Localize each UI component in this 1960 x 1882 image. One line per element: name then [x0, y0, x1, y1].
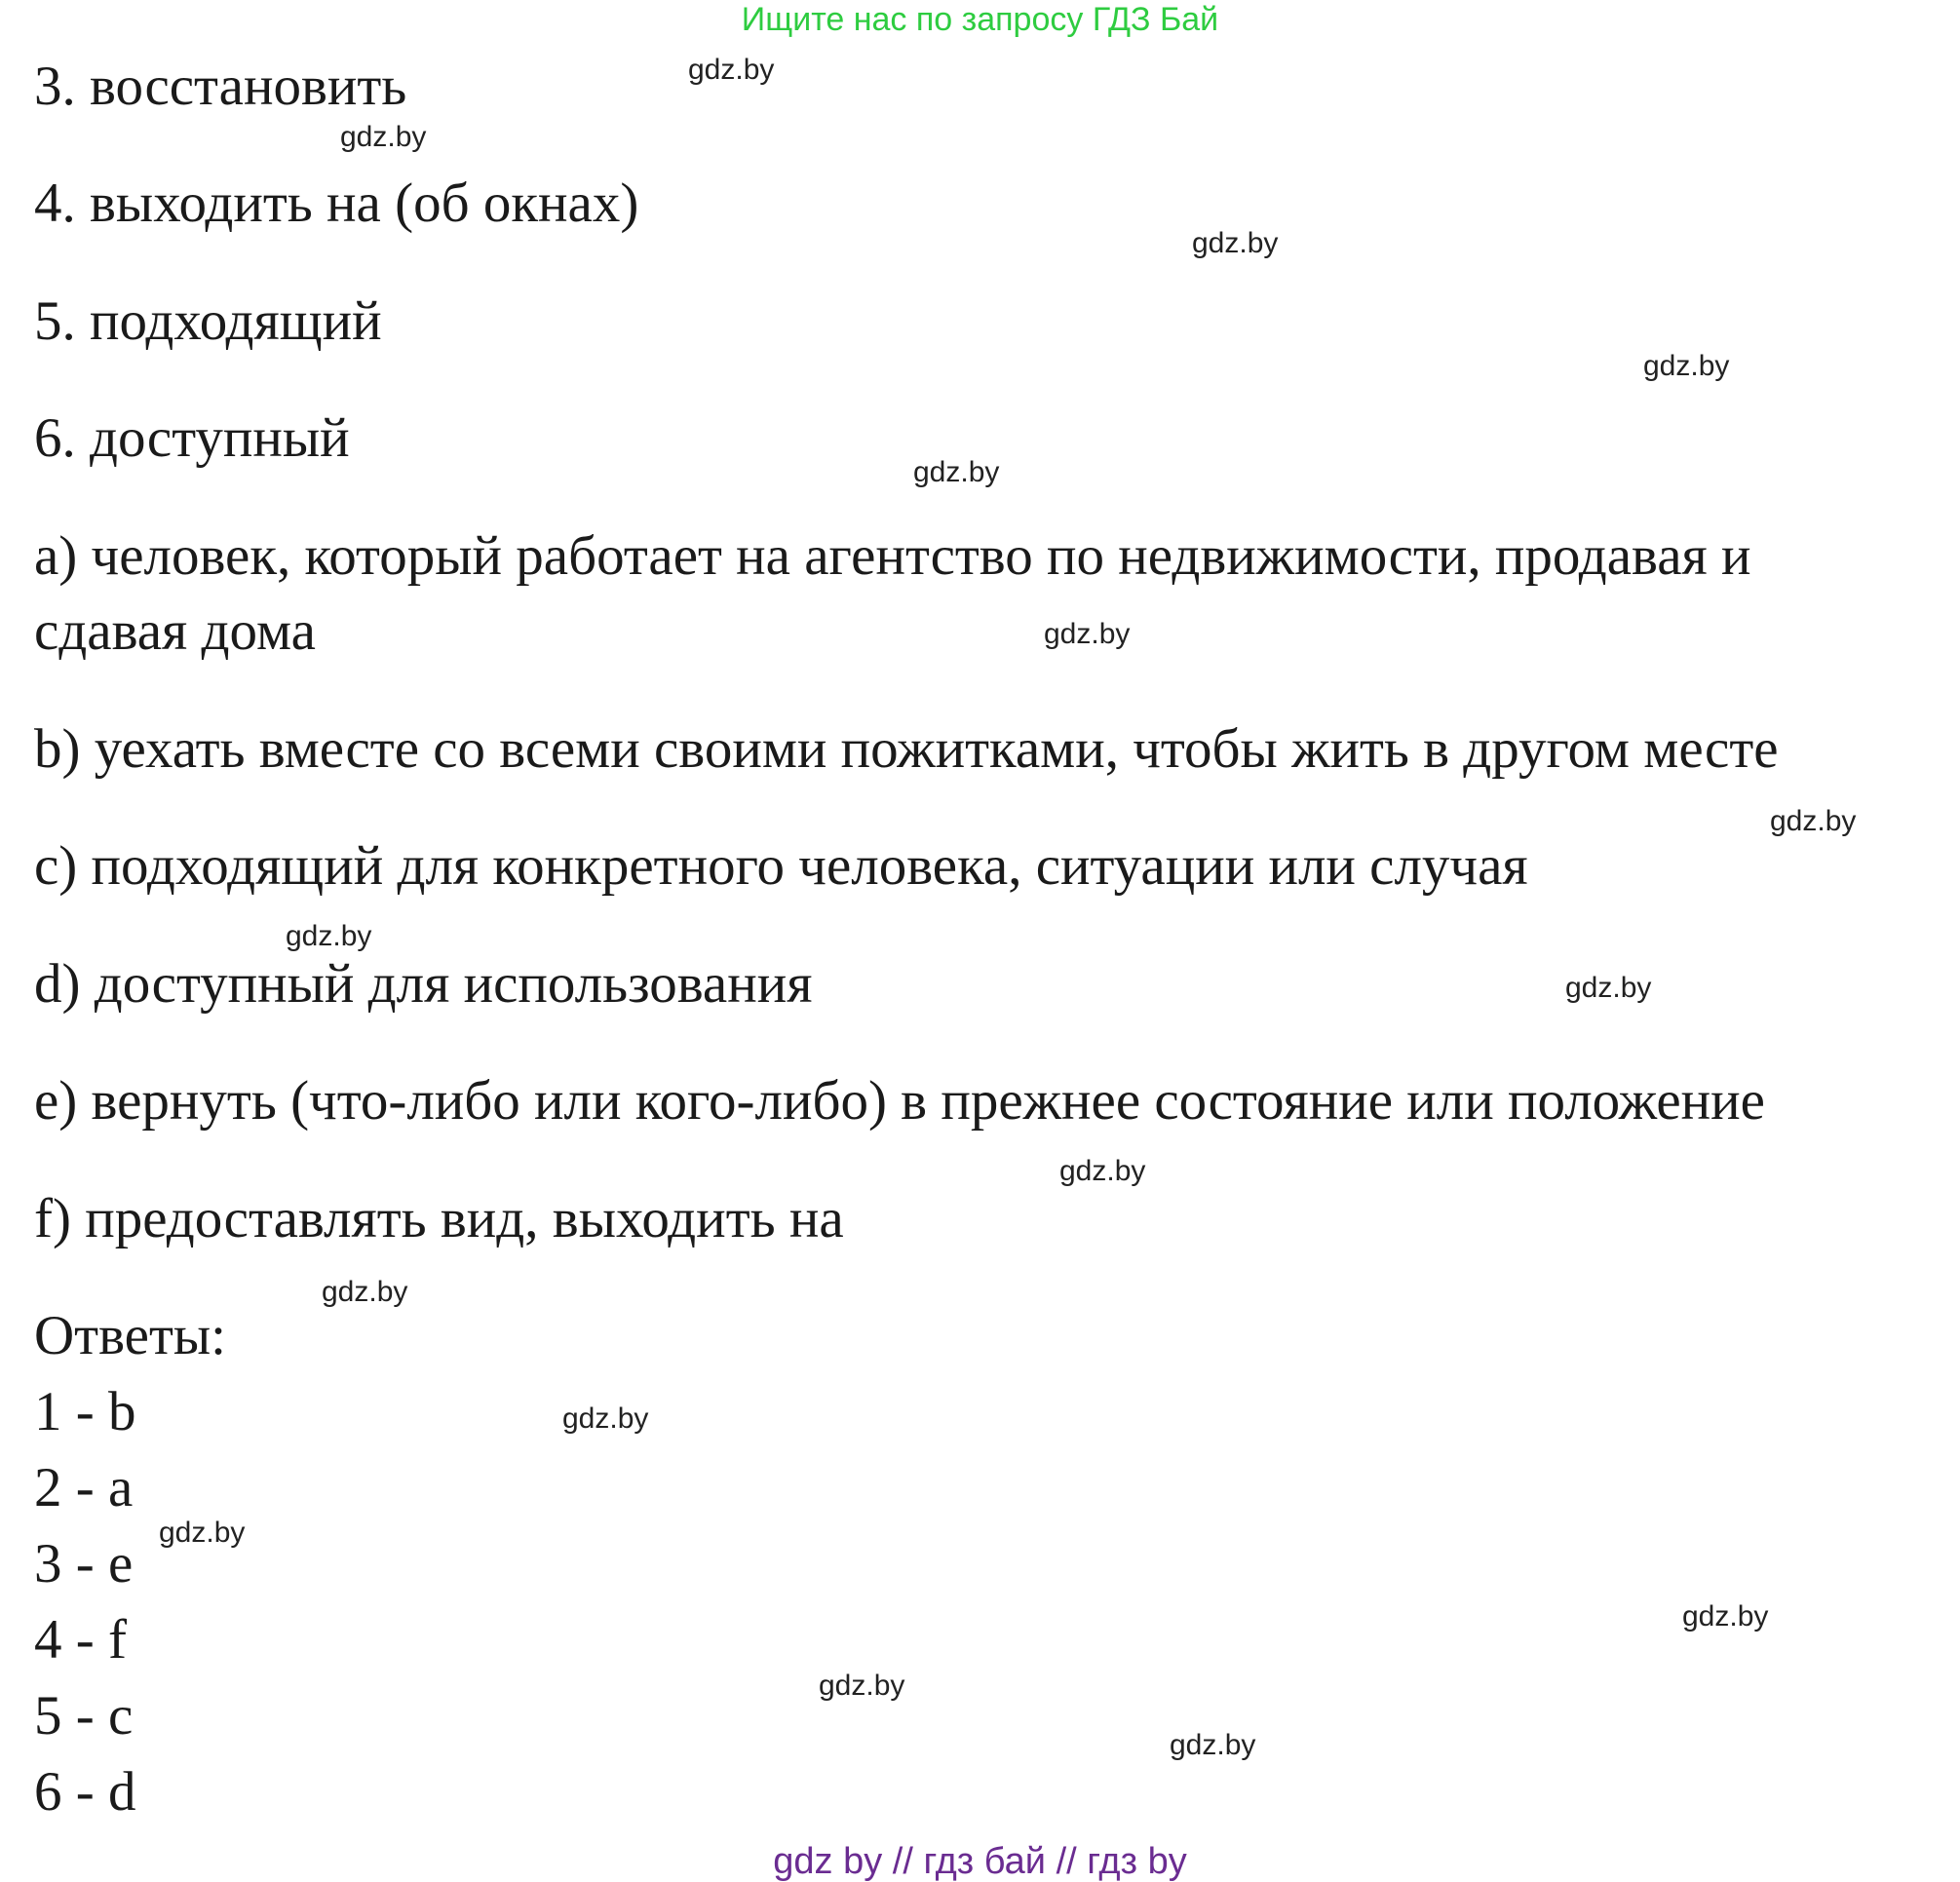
watermark: gdz.by [286, 920, 372, 952]
answer-item: 1 - b [34, 1381, 136, 1442]
watermark: gdz.by [1170, 1729, 1256, 1761]
watermark: gdz.by [819, 1670, 905, 1702]
answer-item: 5 - c [34, 1685, 134, 1747]
watermark: gdz.by [688, 54, 775, 86]
word-item: 4. выходить на (об окнах) [34, 173, 639, 234]
watermark: gdz.by [1059, 1155, 1146, 1187]
search-hint-banner: Ищите нас по запросу ГДЗ Бай [741, 1, 1219, 38]
watermark: gdz.by [1565, 972, 1652, 1004]
watermark: gdz.by [1192, 227, 1279, 259]
definition-item-continued: сдавая дома [34, 600, 316, 662]
watermark: gdz.by [1770, 805, 1857, 837]
answer-item: 4 - f [34, 1609, 127, 1671]
word-item: 5. подходящий [34, 290, 382, 352]
answer-item: 2 - a [34, 1457, 134, 1518]
watermark: gdz.by [159, 1517, 246, 1549]
watermark: gdz.by [1643, 350, 1730, 382]
word-item: 3. восстановить [34, 56, 407, 117]
definition-item: b) уехать вместе со всеми своими пожитками, чтобы жить в другом месте [34, 718, 1779, 780]
definition-item: a) человек, который работает на агентство по недвижимости, продавая и [34, 525, 1751, 587]
watermark: gdz.by [1682, 1600, 1769, 1632]
watermark: gdz.by [340, 121, 427, 153]
answer-item: 3 - e [34, 1533, 134, 1594]
definition-item: e) вернуть (что-либо или кого-либо) в прежнее состояние или положение [34, 1070, 1765, 1132]
definition-item: f) предоставлять вид, выходить на [34, 1188, 844, 1249]
watermark: gdz.by [322, 1276, 408, 1308]
definition-item: c) подходящий для конкретного человека, ситуации или случая [34, 835, 1528, 897]
watermark: gdz.by [562, 1402, 649, 1435]
footer-branding: gdz by // гдз бай // гдз by [773, 1841, 1187, 1882]
answers-heading: Ответы: [34, 1305, 226, 1366]
word-item: 6. доступный [34, 407, 350, 469]
watermark: gdz.by [913, 456, 1000, 488]
definition-item: d) доступный для использования [34, 953, 813, 1015]
watermark: gdz.by [1044, 618, 1131, 650]
answer-item: 6 - d [34, 1761, 136, 1823]
